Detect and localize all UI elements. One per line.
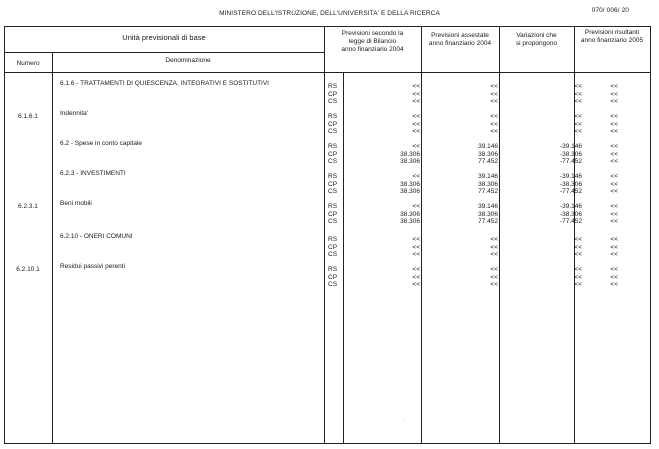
col3-header: Variazioni che si propongono <box>515 32 558 47</box>
cell-value: << <box>610 218 618 225</box>
cell-value: -77.452 <box>559 218 582 225</box>
row-denominazione: 6.1.6 - TRATTAMENTI DI QUIESCENZA, INTEGRATIVI E SOSTITUTIVI <box>60 80 269 87</box>
header-bottom-border <box>4 72 651 73</box>
cell-value: << <box>412 281 420 288</box>
cell-value: 77.452 <box>478 188 498 195</box>
cell-value: << <box>610 143 618 150</box>
cell-value: << <box>412 203 420 210</box>
cell-value: << <box>412 143 420 150</box>
cell-value: << <box>490 273 498 281</box>
cell-value: << <box>490 83 498 90</box>
row-denominazione: 6.2 - Spese in conto capitale <box>60 140 143 147</box>
cell-value: 77.452 <box>478 158 498 165</box>
cell-value: << <box>412 128 420 135</box>
cell-value: << <box>412 273 420 281</box>
type-divider <box>343 72 344 444</box>
group-title: Unità previsionali di base <box>122 33 206 42</box>
cell-value: -39.146 <box>559 203 582 210</box>
row-type-label: CP <box>328 273 338 281</box>
row-denominazione: 6.2.10 - ONERI COMUNI <box>60 233 133 240</box>
cell-value: << <box>574 251 582 258</box>
col4-header: Previsioni risultanti anno finanziario 2005 <box>580 29 644 44</box>
cell-value: << <box>610 128 618 135</box>
cell-value: 39.146 <box>478 143 498 150</box>
table-bottom-border <box>4 443 651 444</box>
cell-value: << <box>574 83 582 90</box>
row-numero: 6.2.3.1 <box>18 203 38 210</box>
numero-divider <box>52 52 53 444</box>
row-type-label: RS <box>328 83 338 90</box>
row-type-label: RS <box>328 266 338 273</box>
cell-value: << <box>610 266 618 273</box>
row-type-label: CP <box>328 210 338 218</box>
row-type-label: CP <box>328 90 338 98</box>
cell-value: 38.306 <box>400 180 420 188</box>
cell-value: << <box>412 98 420 105</box>
cell-value: << <box>610 158 618 165</box>
cell-value: -39.146 <box>559 173 582 180</box>
cell-value: << <box>412 251 420 258</box>
row-type-label: CS <box>328 188 338 195</box>
cell-value: 38.306 <box>478 180 498 188</box>
row-denominazione: Beni mobili <box>60 200 92 207</box>
denominazione-header: Denominazione <box>165 57 211 64</box>
cell-value: << <box>490 128 498 135</box>
row-type-label: CP <box>328 243 338 251</box>
cell-value: 38.306 <box>400 188 420 195</box>
scan-mark: . <box>404 416 406 422</box>
cell-value: << <box>412 113 420 120</box>
cell-value: -38.306 <box>559 150 582 158</box>
numero-header: Numero <box>16 60 40 67</box>
row-type-label: RS <box>328 203 338 210</box>
row-type-label: CS <box>328 218 338 225</box>
cell-value: << <box>610 188 618 195</box>
cell-value: << <box>490 243 498 251</box>
cell-value: << <box>610 90 618 98</box>
cell-value: 39.146 <box>478 203 498 210</box>
row-type-label: CP <box>328 150 338 158</box>
cell-value: << <box>610 251 618 258</box>
cell-value: << <box>610 173 618 180</box>
row-type-label: RS <box>328 236 338 243</box>
row-type-label: RS <box>328 173 338 180</box>
row-type-label: CS <box>328 128 338 135</box>
cell-value: -39.146 <box>559 143 582 150</box>
cell-value: << <box>610 180 618 188</box>
row-type-label: CS <box>328 98 338 105</box>
row-numero: 6.2.10.1 <box>16 266 40 273</box>
cell-value: << <box>574 273 582 281</box>
cell-value: 38.306 <box>478 210 498 218</box>
row-denominazione: Residui passivi perenti <box>60 263 126 270</box>
cell-value: << <box>574 98 582 105</box>
cell-value: 38.306 <box>478 150 498 158</box>
cell-value: -38.306 <box>559 180 582 188</box>
cell-value: << <box>490 281 498 288</box>
cell-value: << <box>574 120 582 128</box>
cell-value: << <box>412 173 420 180</box>
cell-value: 77.452 <box>478 218 498 225</box>
row-type-label: CS <box>328 251 338 258</box>
cell-value: -38.306 <box>559 210 582 218</box>
cell-value: << <box>574 90 582 98</box>
cell-value: 39.146 <box>478 173 498 180</box>
ministry-title: MINISTERO DELL'ISTRUZIONE, DELL'UNIVERSITA' E DELLA RICERCA <box>219 10 440 17</box>
cell-value: << <box>610 203 618 210</box>
cell-value: << <box>574 128 582 135</box>
table-top-border <box>4 26 651 27</box>
cell-value: -77.452 <box>559 188 582 195</box>
cell-value: << <box>610 98 618 105</box>
cell-value: << <box>574 113 582 120</box>
col1-header: Previsioni secondo la legge di Bilancio anno finanziario 2004 <box>341 30 404 53</box>
row-type-label: RS <box>328 113 338 120</box>
denominazione-divider <box>324 26 325 444</box>
row-type-label: CS <box>328 158 338 165</box>
row-denominazione: 6.2.3 - INVESTIMENTI <box>60 170 126 177</box>
cell-value: << <box>610 120 618 128</box>
table-left-border <box>4 26 5 444</box>
cell-value: 38.306 <box>400 150 420 158</box>
cell-value: << <box>574 236 582 243</box>
cell-value: << <box>610 236 618 243</box>
cell-value: 38.306 <box>400 158 420 165</box>
cell-value: << <box>412 90 420 98</box>
cell-value: << <box>412 236 420 243</box>
cell-value: << <box>490 98 498 105</box>
row-type-label: RS <box>328 143 338 150</box>
col2-header: Previsioni assestate anno finanziario 2004 <box>428 32 492 47</box>
cell-value: << <box>412 120 420 128</box>
budget-table <box>4 26 651 444</box>
cell-value: -77.452 <box>559 158 582 165</box>
cell-value: << <box>610 83 618 90</box>
table-right-border <box>650 26 651 444</box>
cell-value: << <box>610 273 618 281</box>
cell-value: << <box>490 90 498 98</box>
cell-value: << <box>490 251 498 258</box>
row-type-label: CS <box>328 281 338 288</box>
col1-divider <box>421 26 422 444</box>
cell-value: << <box>610 150 618 158</box>
cell-value: << <box>610 243 618 251</box>
cell-value: << <box>490 120 498 128</box>
cell-value: << <box>574 266 582 273</box>
page-code: 070/ 006/ 20 <box>591 7 629 14</box>
cell-value: << <box>610 281 618 288</box>
cell-value: << <box>574 281 582 288</box>
cell-value: 38.306 <box>400 218 420 225</box>
col2-divider <box>499 26 500 444</box>
cell-value: << <box>412 243 420 251</box>
cell-value: 38.306 <box>400 210 420 218</box>
row-denominazione: Indennita' <box>60 110 88 117</box>
row-type-label: CP <box>328 180 338 188</box>
cell-value: << <box>574 243 582 251</box>
cell-value: << <box>610 210 618 218</box>
cell-value: << <box>412 266 420 273</box>
cell-value: << <box>490 266 498 273</box>
row-type-label: CP <box>328 120 338 128</box>
cell-value: << <box>610 113 618 120</box>
row-numero: 6.1.6.1 <box>18 113 38 120</box>
cell-value: << <box>412 83 420 90</box>
cell-value: << <box>490 113 498 120</box>
cell-value: << <box>490 236 498 243</box>
